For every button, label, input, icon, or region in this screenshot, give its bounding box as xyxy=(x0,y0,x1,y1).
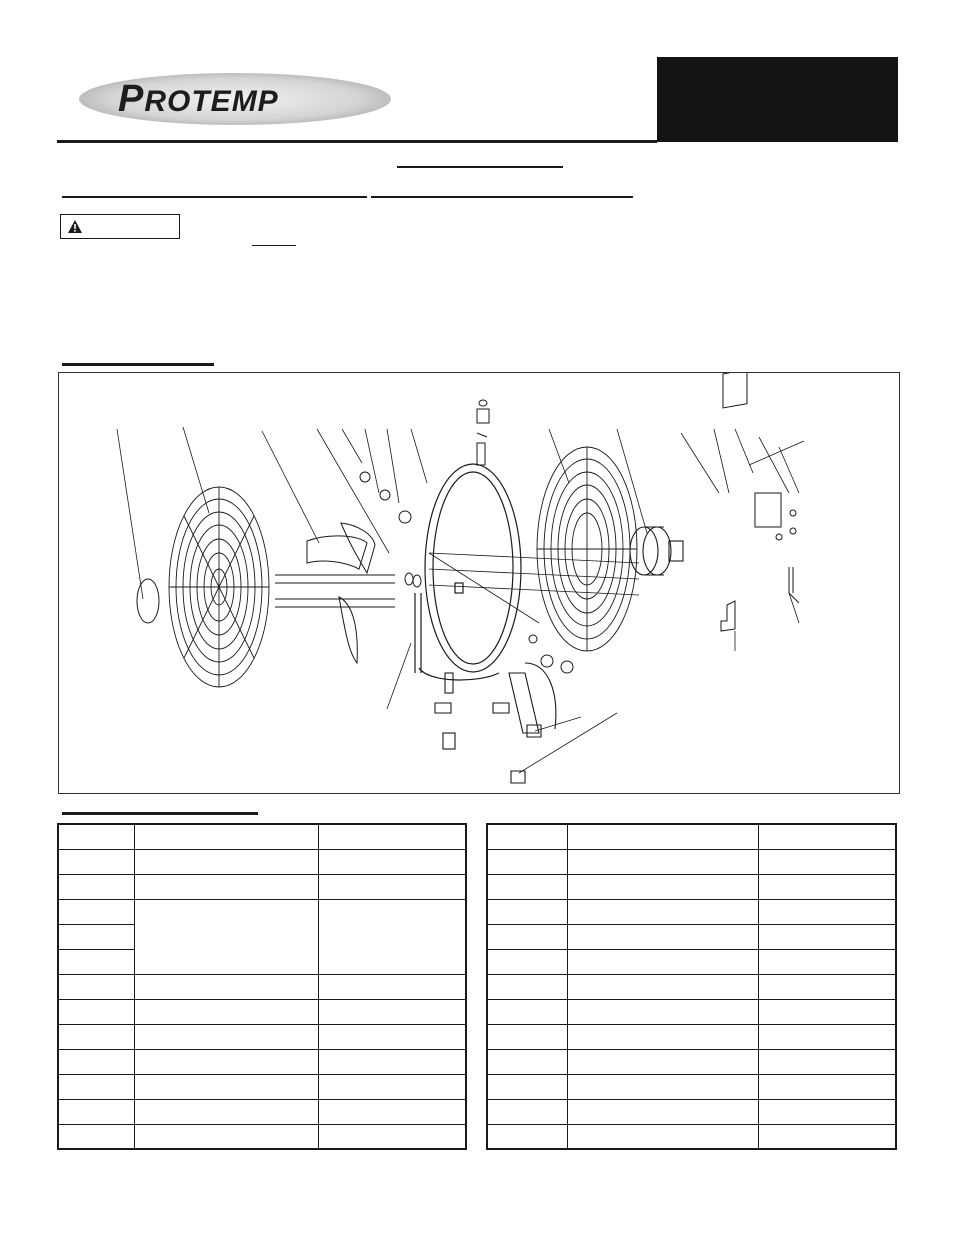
warning-label xyxy=(60,214,180,239)
table-row xyxy=(487,1024,896,1049)
table-row xyxy=(487,999,896,1024)
rear-grille xyxy=(537,447,637,651)
frame-ring xyxy=(415,464,521,680)
table-row xyxy=(58,874,466,899)
fan-blade xyxy=(307,523,375,663)
parts-section-underline xyxy=(62,812,258,815)
header-rule xyxy=(57,140,657,143)
table-row xyxy=(487,849,896,874)
header-black-box xyxy=(657,57,898,142)
mounting-bracket xyxy=(721,601,735,631)
table-row xyxy=(487,899,896,924)
table-row xyxy=(58,1124,466,1149)
table-row xyxy=(58,1049,466,1074)
diagram-section-underline xyxy=(62,363,214,366)
hardware-parts xyxy=(360,472,421,587)
table-row xyxy=(58,1074,466,1099)
motor xyxy=(630,527,683,575)
table-row xyxy=(487,1124,896,1149)
table-row xyxy=(58,1099,466,1124)
table-row xyxy=(487,949,896,974)
table-row xyxy=(58,999,466,1024)
table-row xyxy=(487,1099,896,1124)
top-knob xyxy=(477,400,489,465)
title-underline xyxy=(397,166,563,168)
stand-leg xyxy=(435,663,556,783)
exploded-diagram xyxy=(58,372,900,794)
switch-housing xyxy=(723,373,796,540)
leader-lines xyxy=(117,427,804,773)
table-row xyxy=(58,974,466,999)
warning-underline xyxy=(252,245,296,246)
parts-table-left xyxy=(57,823,467,1150)
subtitle-underline-1 xyxy=(62,196,367,198)
table-row xyxy=(487,974,896,999)
nuts xyxy=(529,635,573,673)
front-grille xyxy=(169,487,269,687)
bolts xyxy=(275,575,395,607)
table-row xyxy=(487,1049,896,1074)
table-row xyxy=(58,1024,466,1049)
warning-triangle-icon xyxy=(68,220,82,233)
parts-table-right xyxy=(486,823,897,1150)
table-row xyxy=(58,849,466,874)
table-row xyxy=(487,824,896,849)
table-row xyxy=(487,1074,896,1099)
table-row xyxy=(58,899,466,924)
hub-badge xyxy=(137,579,159,623)
table-row xyxy=(58,824,466,849)
brand-logo: PROTEMP xyxy=(118,78,279,120)
table-row xyxy=(487,874,896,899)
subtitle-underline-2 xyxy=(371,196,633,198)
table-row xyxy=(487,924,896,949)
